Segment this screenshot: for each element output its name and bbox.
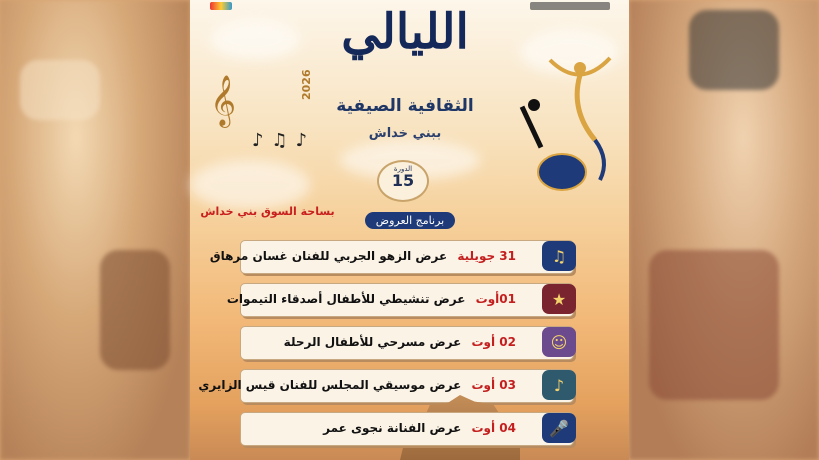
event-row-1 <box>209 240 578 272</box>
poster-place: ببني خداش <box>368 126 442 141</box>
poster-title: الليالي <box>341 4 469 60</box>
edition-badge <box>377 160 429 202</box>
music-note-icon: ♫ <box>542 241 576 271</box>
event-title: عرض الزهو الجربي للفنان غسان مرهاق <box>209 249 448 263</box>
sponsor-logo <box>210 2 232 10</box>
theater-masks-icon: ☺ <box>542 327 576 357</box>
event-title: عرض موسيقي المجلس للفنان قيس الزايري <box>198 378 462 392</box>
edition-number: 15 <box>391 171 415 190</box>
dancer-drum-icon <box>540 50 620 200</box>
event-date: 02 أوت <box>471 335 516 349</box>
festival-poster <box>190 0 629 460</box>
oud-icon: ♪ <box>542 370 576 400</box>
event-text <box>282 326 516 358</box>
event-text <box>282 412 516 444</box>
blurred-background-right <box>629 0 819 460</box>
blurred-background-left <box>0 0 190 460</box>
event-row-2 <box>226 283 578 315</box>
event-row-4 <box>198 369 578 401</box>
music-notes-icon: ♪♫♪ <box>252 130 316 151</box>
microphone-icon: 🎤 <box>542 413 576 443</box>
event-text <box>209 240 516 272</box>
event-row-3 <box>240 326 578 358</box>
children-stars-icon: ★ <box>542 284 576 314</box>
event-title: عرض تنشيطي للأطفال أصدقاء التيموات <box>226 292 466 306</box>
event-text <box>226 283 516 315</box>
event-date: 01أوت <box>475 292 516 306</box>
event-row-5 <box>240 412 578 444</box>
ministry-logo <box>530 2 610 10</box>
poster-subtitle: الثقافية الصيفية <box>336 96 474 116</box>
venue-label: بساحة السوق بني خداش <box>200 205 335 218</box>
program-label: برنامج العروض <box>365 212 455 229</box>
event-title: عرض مسرحي للأطفال الرحلة <box>283 335 462 349</box>
event-date: 31 جويلية <box>457 249 516 263</box>
edition-year: 2026 <box>300 69 313 100</box>
edition-label: الدورة <box>393 165 413 173</box>
event-text <box>198 369 516 401</box>
event-title: عرض الفنانة نجوى عمر <box>323 421 462 435</box>
event-date: 03 أوت <box>471 378 516 392</box>
event-date: 04 أوت <box>471 421 516 435</box>
treble-clef-icon: 𝄞 <box>210 75 237 126</box>
